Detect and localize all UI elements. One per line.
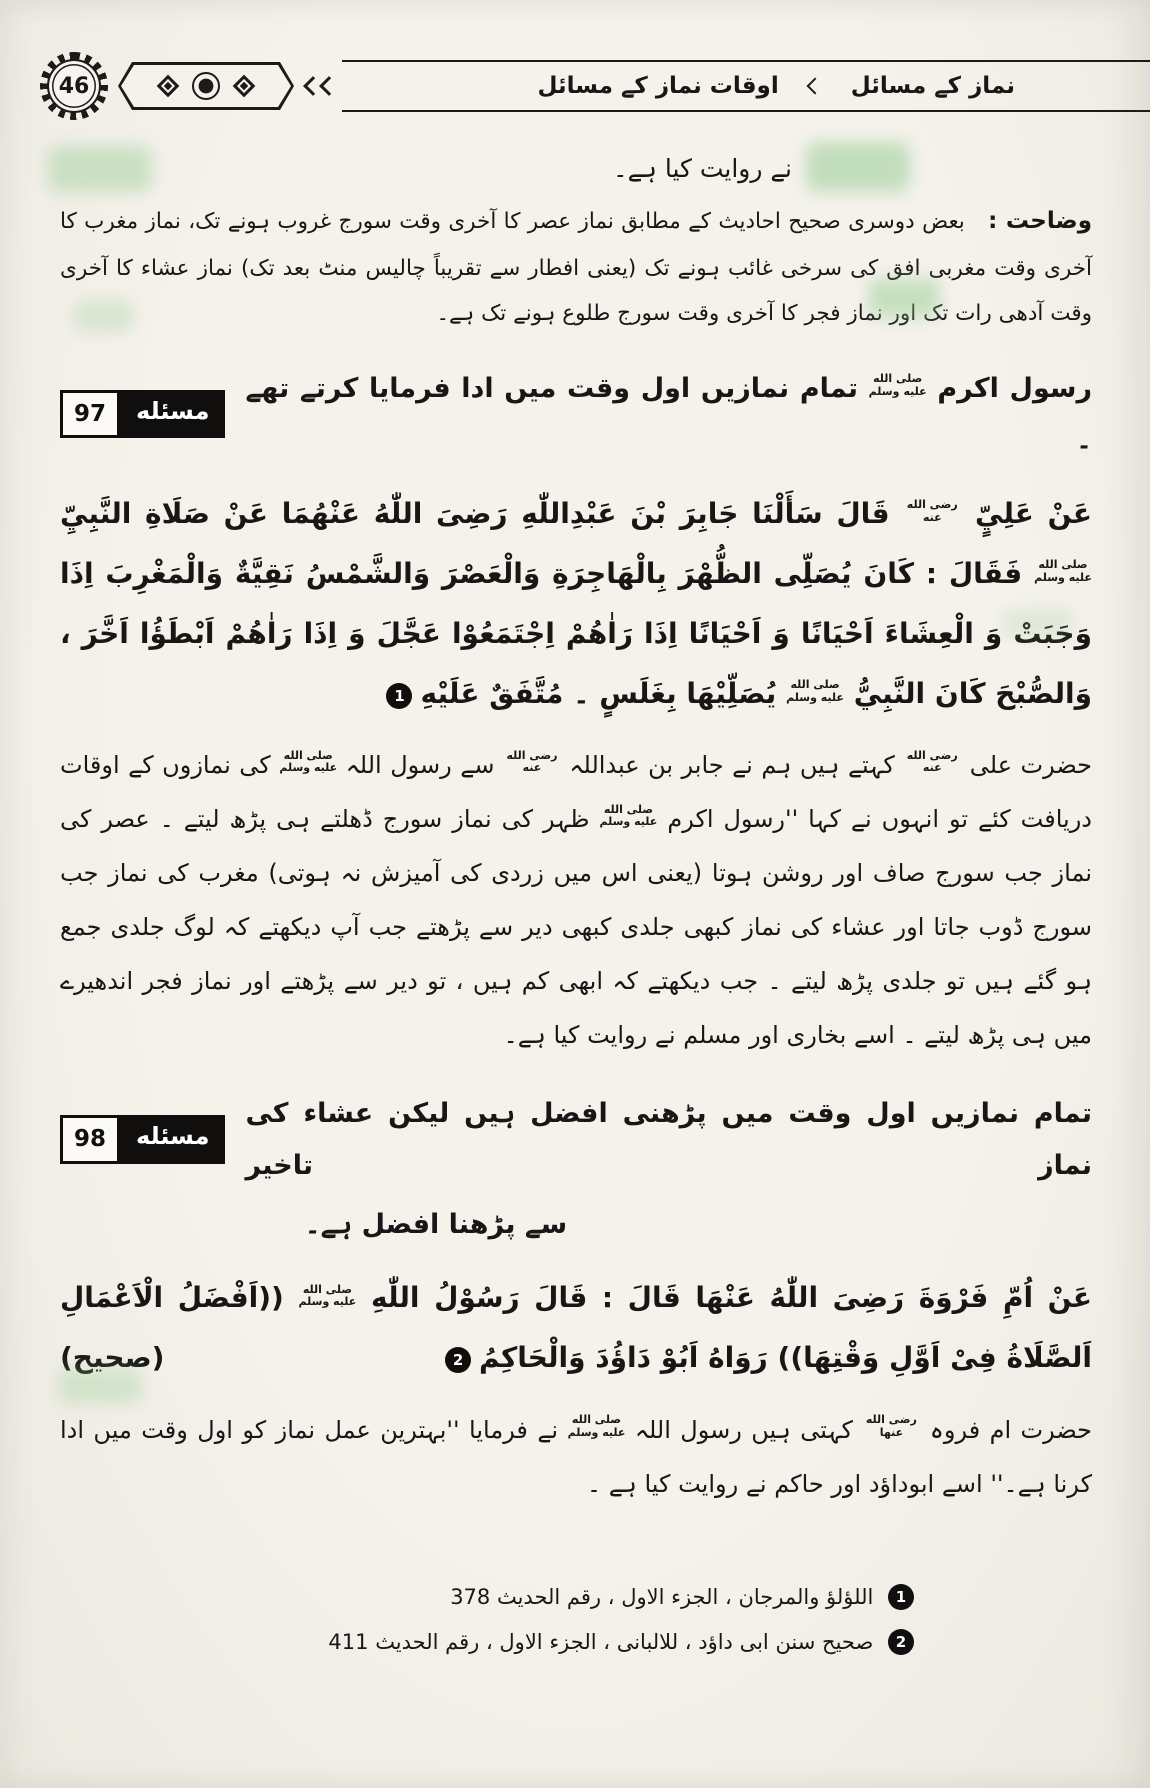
diamond-motif-icon [157,75,180,98]
chevron-left-icon [306,79,336,93]
running-title-chapter: اوقات نماز کے مسائل [537,73,779,99]
masala-98-title-line1: تمام نمازیں اول وقت میں پڑھنی افضل ہیں لیکن عشاء کی نماز تاخیر [245,1098,1092,1181]
page-number: 46 [47,59,101,113]
masala-98-title-line2: سے پڑھنا افضل ہے۔ [304,1208,568,1240]
header-ornament-inner [121,65,291,107]
masala-label: مسئله [120,390,225,438]
masala-number: 97 [60,390,120,438]
hadith-98-arabic: عَنْ اُمِّ فَرْوَةَ رَضِىَ اللّٰهُ عَنْهَا قَالَ : قَالَ رَسُوْلُ اللّٰهِ صلى الله عليه وسلم ((اَفْضَلُ الْاَعْمَالِ اَلصَّلَاةُ فِىْ اَوَّلِ وَقْتِهَا)) رَوَاهُ اَبُوْ دَاؤُدَ وَالْحَاكِمُ2 (صحیح) [60,1281,1092,1375]
explanation-note [60,197,1092,337]
hadith-97-arabic: عَنْ عَلِيٍّ رضى الله عنه قَالَ سَأَلْنَا جَابِرَ بْنَ عَبْدِاللّٰهِ رَضِىَ اللّٰهُ عَنْهُمَا عَنْ صَلَاةِ النَّبِيِّ صلى الله عليه وسلم فَقَالَ : كَانَ يُصَلِّى الظُّهْرَ بِالْهَاجِرَةِ وَالْعَصْرَ وَالشَّمْسُ نَقِيَّةٌ وَالْمَغْرِبَ اِذَا وَجَبَتْ وَ الْعِشَاءَ اَحْيَانًا وَ اَحْيَانًا اِذَا رَاٰهُمْ اِجْتَمَعُوْا عَجَّلَ وَ اِذَا رَاٰهُمْ اَبْطَؤُا اَخَّرَ ، وَالصُّبْحَ كَانَ النَّبِيُّ صلى الله عليه وسلم يُصَلِّيْهَا بِغَلَسٍ ۔ مُتَّفَقٌ عَلَيْهِ1 [60,496,1092,711]
page-header [0,52,1150,120]
page-content [0,154,1150,1665]
rosette-motif-icon [192,72,220,100]
masala-97-heading [60,363,1092,466]
footnote-2: 2 صحیح سنن ابی داؤد ، للالبانی ، الجزء الاول ، رقم الحدیث 411 [60,1620,922,1665]
masala-98-badge [60,1115,225,1163]
header-ornament-icon [118,62,294,110]
note-label: وضاحت : [988,208,1092,234]
band-separator-icon [809,80,821,92]
footnote-1: 1 اللؤلؤ والمرجان ، الجزء الاول ، رقم الحدیث 378 [60,1575,922,1620]
masala-97-badge [60,390,225,438]
header-title-band [342,60,1150,112]
masala-98-heading [60,1088,1092,1191]
masala-97-title: رسول اکرم صلى الله عليه وسلم تمام نمازیں اول وقت میں ادا فرمایا کرتے تھے ۔ [245,372,1092,456]
masala-number: 98 [60,1115,120,1163]
hadith-98-translation: حضرت ام فروہ رضى الله عنها کہتی ہیں رسول اللہ صلى الله عليه وسلم نے فرمایا ''بہترین عمل نماز کو اول وقت میں ادا کرنا ہے۔'' اسے ابوداؤد اور حاکم نے روایت کیا ہے ۔ [60,1412,1093,1498]
page-number-seal-icon [40,52,108,120]
running-title-book: نماز کے مسائل [850,73,1015,99]
diamond-motif-icon [233,75,256,98]
note-text: بعض دوسری صحیح احادیث کے مطابق نماز عصر کا آخری وقت سورج غروب ہونے تک، نماز مغرب کا آخری وقت مغربی افق کی سرخی غائب ہونے تک (یعنی افطار سے تقریباً چالیس منٹ بعد تک) نماز عشاء کا آخری وقت آدھی رات تک اور نماز فجر کا آخری وقت سورج طلوع ہونے تک ہے۔ [60,209,1092,327]
masala-label: مسئله [120,1115,225,1163]
continuation-line: نے روایت کیا ہے۔ [612,154,792,183]
hadith-97-translation: حضرت علی رضى الله عنه کہتے ہیں ہم نے جابر بن عبداللہ رضى الله عنه سے رسول اللہ صلى الله عليه وسلم کی نمازوں کے اوقات دریافت کئے تو انہوں نے کہا ''رسول اکرم صلى الله عليه وسلم ظہر کی نماز سورج ڈھلتے ہی پڑھ لیتے ۔ عصر کی نماز جب سورج صاف اور روشن ہوتا (یعنی اس میں زردی کی آمیزش نہ ہوتی) مغرب کی نماز جب سورج ڈوب جاتا اور عشاء کی نماز کبھی جلدی کبھی دیر سے پڑھتے جب آپ دیکھتے کہ لوگ جلدی جمع ہو گئے ہیں تو جلدی پڑھ لیتے ۔ جب دیکھتے کہ ابھی کم ہیں ، تو دیر سے پڑھتے اور نماز فجر اندھیرے میں ہی پڑھ لیتے ۔ اسے بخاری اور مسلم نے روایت کیا ہے۔ [60,748,1093,1050]
footnotes [60,1575,1092,1665]
